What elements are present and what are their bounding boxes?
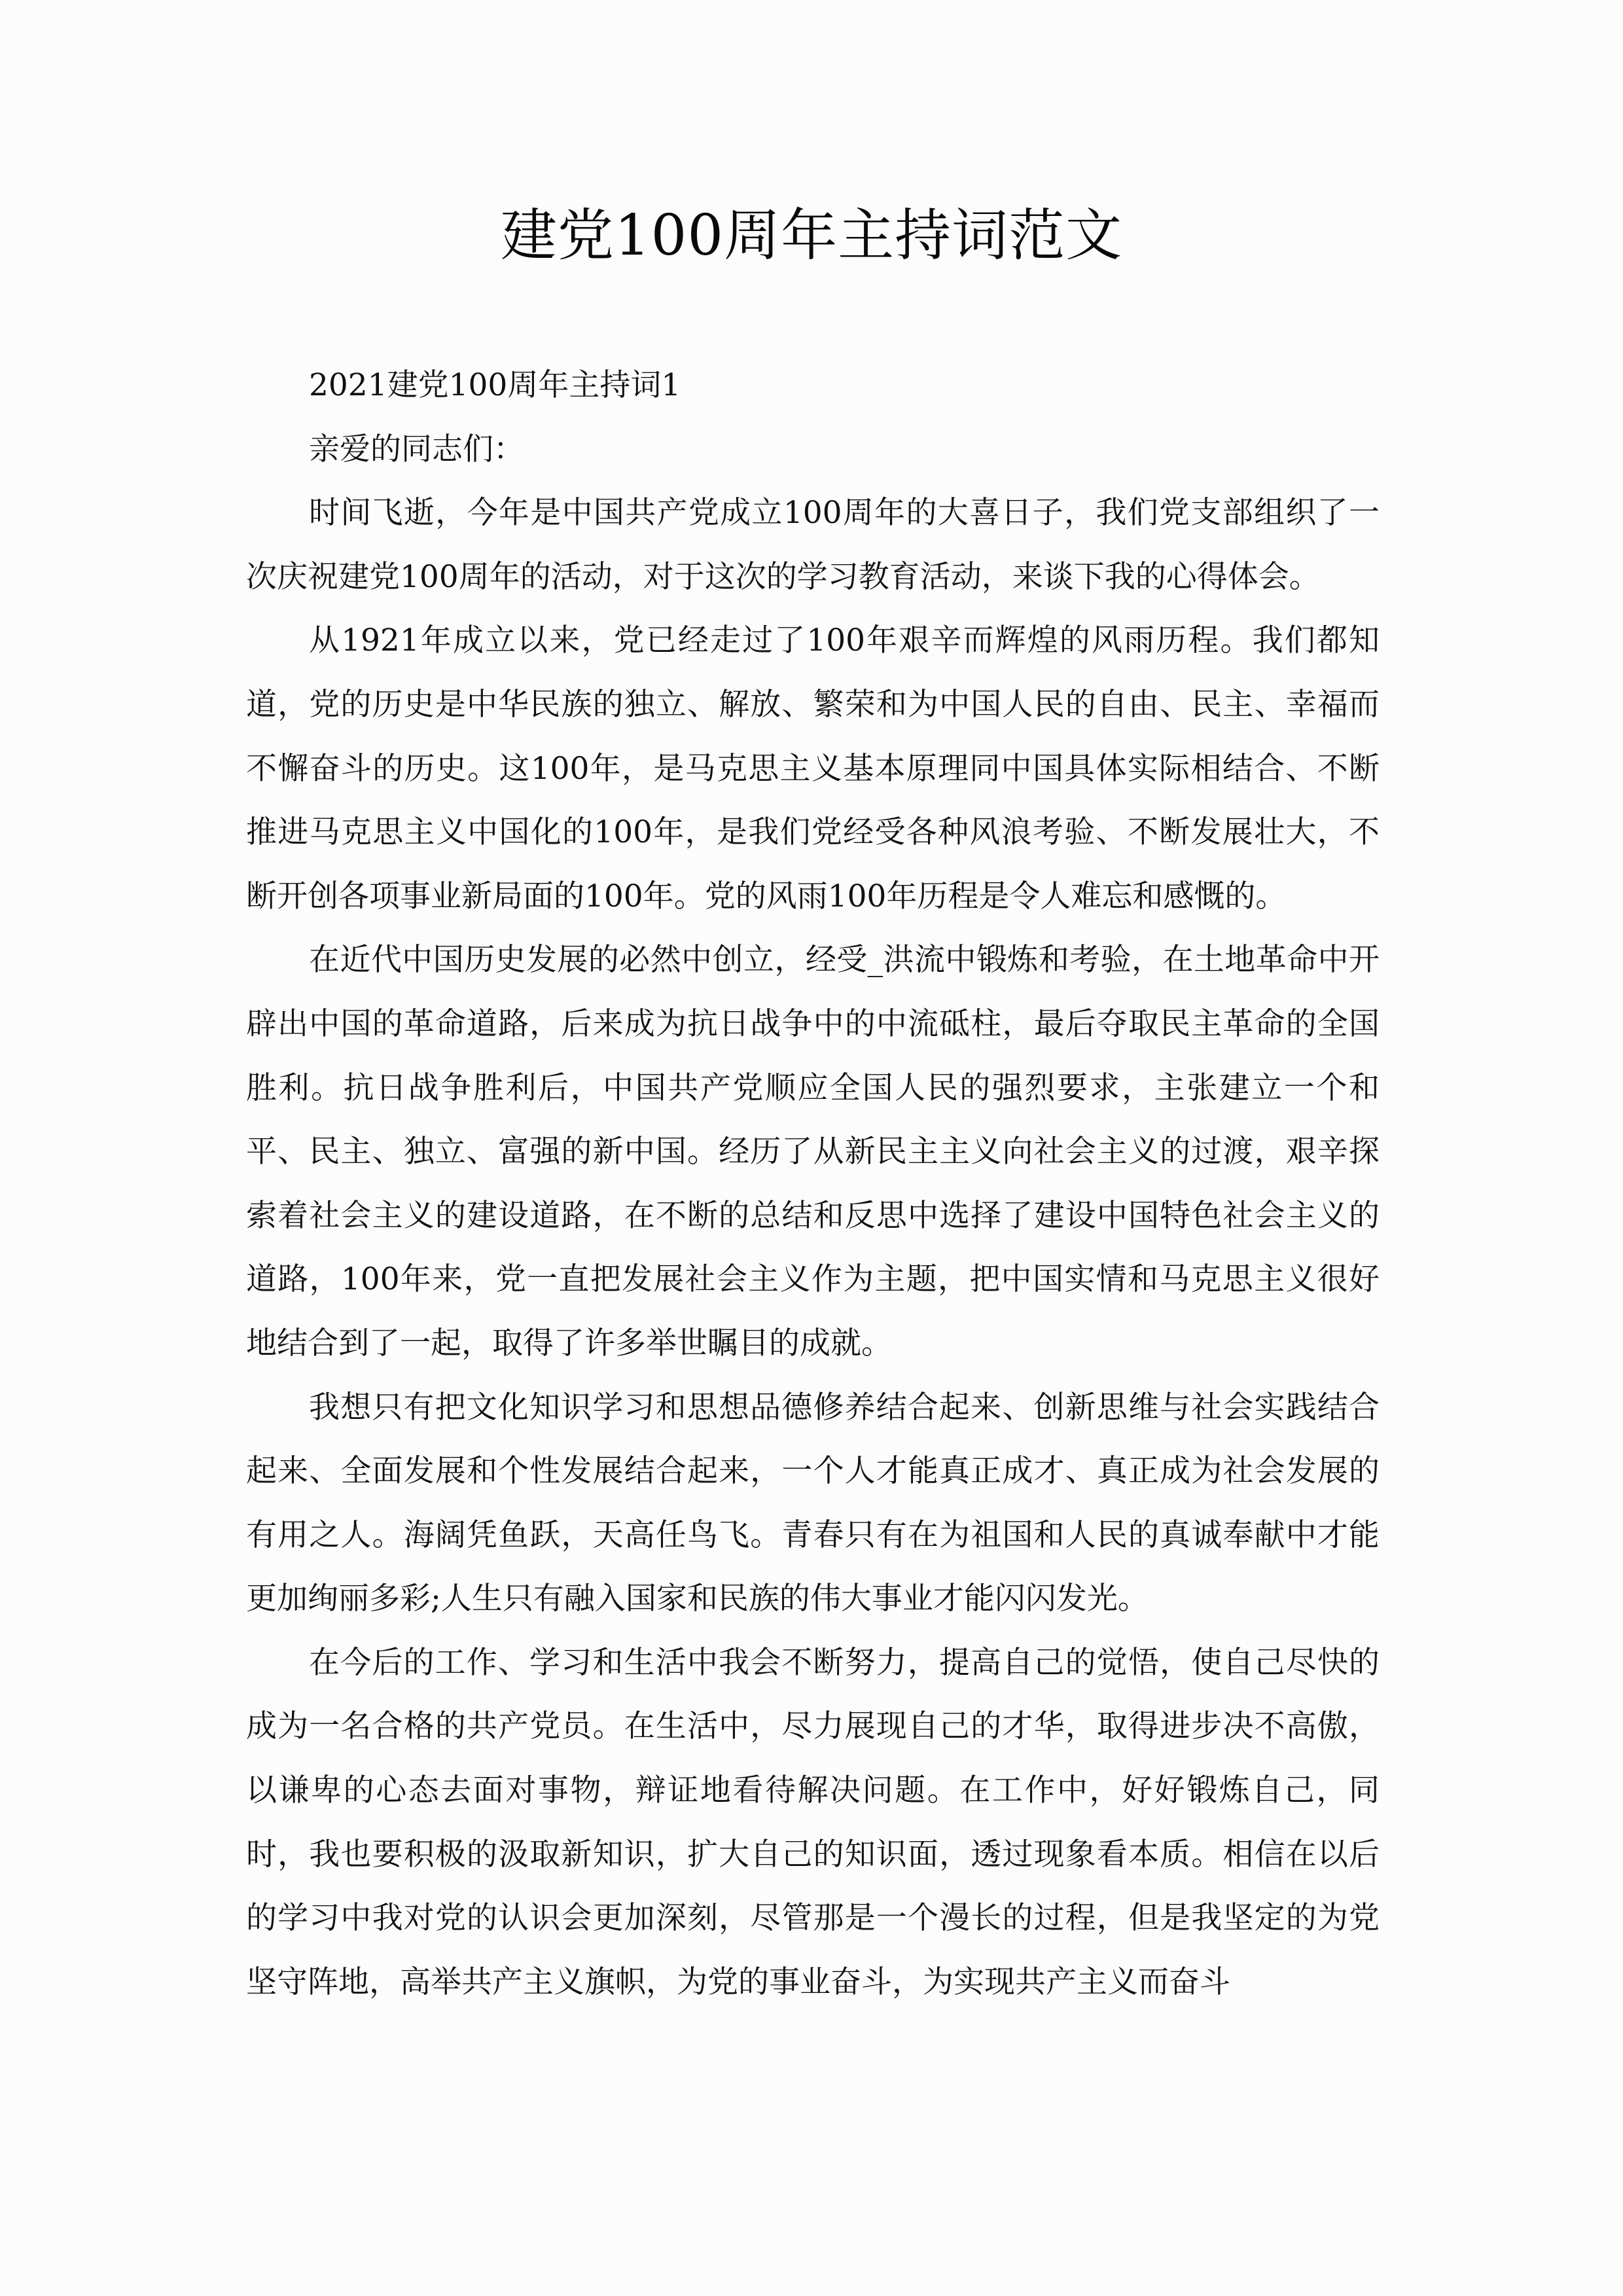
paragraph: 时间飞逝，今年是中国共产党成立100周年的大喜日子，我们党支部组织了一次庆祝建党100周年的活动，对于这次的学习教育活动，来谈下我的心得体会。 bbox=[246, 495, 1380, 595]
paragraph: 在今后的工作、学习和生活中我会不断努力，提高自己的觉悟，使自己尽快的成为一名合格的共产党员。在生活中，尽力展现自己的才华，取得进步决不高傲，以谦卑的心态去面对事物，辩证地看待解决问题。在工作中，好好锻炼自己，同时，我也要积极的汲取新知识，扩大自己的知识面，透过现象看本质。相信在以后的学习中我对党的认识会更加深刻，尽管那是一个漫长的过程，但是我坚定的为党坚守阵地，高举共产主义旗帜，为党的事业奋斗，为实现共产主义而奋斗 bbox=[246, 1644, 1380, 2000]
document-body bbox=[246, 353, 1380, 2014]
paragraph: 在近代中国历史发展的必然中创立，经受_洪流中锻炼和考验，在土地革命中开辟出中国的革命道路，后来成为抗日战争中的中流砥柱，最后夺取民主革命的全国胜利。抗日战争胜利后，中国共产党顺应全国人民的强烈要求，主张建立一个和平、民主、独立、富强的新中国。经历了从新民主主义向社会主义的过渡，艰辛探索着社会主义的建设道路，在不断的总结和反思中选择了建设中国特色社会主义的道路，100年来，党一直把发展社会主义作为主题，把中国实情和马克思主义很好地结合到了一起，取得了许多举世瞩目的成就。 bbox=[246, 942, 1380, 1361]
salutation: 亲爱的同志们： bbox=[309, 431, 524, 467]
document-title: 建党100周年主持词范文 bbox=[500, 203, 1123, 268]
paragraph: 我想只有把文化知识学习和思想品德修养结合起来、创新思维与社会实践结合起来、全面发展和个性发展结合起来，一个人才能真正成才、真正成为社会发展的有用之人。海阔凭鱼跃，天高任鸟飞。青春只有在为祖国和人民的真诚奉献中才能更加绚丽多彩;人生只有融入国家和民族的伟大事业才能闪闪发光。 bbox=[246, 1389, 1380, 1617]
section-heading: 2021建党100周年主持词1 bbox=[309, 367, 681, 403]
paragraph: 从1921年成立以来，党已经走过了100年艰辛而辉煌的风雨历程。我们都知道，党的历史是中华民族的独立、解放、繁荣和为中国人民的自由、民主、幸福而不懈奋斗的历史。这100年，是马克思主义基本原理同中国具体实际相结合、不断推进马克思主义中国化的100年，是我们党经受各种风浪考验、不断发展壮大，不断开创各项事业新局面的100年。党的风雨100年历程是令人难忘和感慨的。 bbox=[246, 622, 1380, 914]
